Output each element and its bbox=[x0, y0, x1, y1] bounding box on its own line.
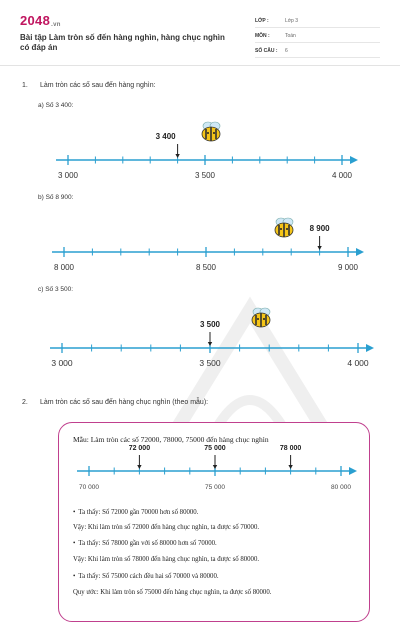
tick-label: 3 500 bbox=[199, 358, 221, 368]
marker-arrowhead bbox=[137, 465, 141, 469]
bee-icon bbox=[275, 218, 293, 237]
meta-row-subject bbox=[255, 29, 380, 43]
tick-label: 9 000 bbox=[337, 263, 359, 272]
meta-value: Toán bbox=[285, 33, 296, 39]
question-text: Làm tròn các số sau đến hàng chục nghìn (theo mẫu): bbox=[40, 399, 209, 406]
tick-label: 4 000 bbox=[347, 358, 369, 368]
bee-icon bbox=[202, 122, 220, 141]
marked-value-label: 8 900 bbox=[309, 224, 330, 233]
logo-text: 2048 bbox=[20, 13, 51, 28]
example-line: • Ta thấy: Số 72000 gần 70000 hơn số 80000. bbox=[73, 509, 198, 516]
tick-label: 75 000 bbox=[205, 484, 225, 491]
tick-label: 3 000 bbox=[51, 358, 73, 368]
example-line: Vậy: Khi làm tròn số 72000 đến hàng chục nghìn, ta được số 70000. bbox=[73, 524, 260, 531]
marker-arrowhead bbox=[175, 154, 179, 158]
marked-value-label: 3 400 bbox=[155, 132, 176, 141]
meta-key: SỐ CÂU : bbox=[255, 48, 278, 54]
part-a-label: a) Số 3 400: bbox=[38, 102, 74, 109]
example-line: • Ta thấy: Số 75000 cách đều hai số 70000 và 80000. bbox=[73, 573, 219, 580]
marker-arrowhead bbox=[288, 465, 292, 469]
meta-key: LỚP : bbox=[255, 18, 269, 24]
tick-label: 70 000 bbox=[79, 484, 99, 491]
part-b-label: b) Số 8 900: bbox=[38, 194, 74, 201]
marked-value-label: 75 000 bbox=[204, 445, 226, 452]
tick-label: 4 000 bbox=[331, 171, 353, 180]
tick-label: 80 000 bbox=[331, 484, 351, 491]
meta-value: 6 bbox=[285, 48, 288, 54]
bee-icon bbox=[252, 308, 270, 327]
marked-value-label: 78 000 bbox=[279, 445, 302, 452]
marker-arrowhead bbox=[213, 465, 217, 469]
example-title: Mẫu: Làm tròn các số 72000, 78000, 75000 đến hàng chục nghìn bbox=[73, 435, 269, 444]
marked-value-label: 3 500 bbox=[199, 320, 221, 329]
example-line: Vậy: Khi làm tròn số 78000 đến hàng chục nghìn, ta được số 80000. bbox=[73, 556, 260, 563]
example-line: Quy ước: Khi làm tròn số 75000 đến hàng chục nghìn, ta được số 80000. bbox=[73, 589, 272, 596]
meta-key: MÔN : bbox=[255, 33, 270, 39]
part-c-label: c) Số 3 500: bbox=[38, 286, 74, 293]
axis-arrowhead bbox=[349, 467, 357, 475]
tick-label: 8 500 bbox=[195, 263, 217, 272]
axis-arrowhead bbox=[350, 156, 358, 164]
question-2 bbox=[22, 399, 382, 409]
number-line-b bbox=[0, 210, 400, 282]
question-number: 2. bbox=[22, 399, 28, 406]
marker-arrowhead bbox=[317, 246, 321, 250]
page-title: Bài tập Làm tròn số đến hàng nghìn, hàng chục nghìn có đáp án bbox=[20, 33, 225, 52]
tick-label: 8 000 bbox=[53, 263, 75, 272]
number-line-a bbox=[0, 118, 400, 188]
marker-arrowhead bbox=[208, 342, 212, 346]
example-box bbox=[58, 422, 370, 622]
logo-suffix: .vn bbox=[51, 22, 61, 28]
number-line-c bbox=[0, 300, 400, 374]
question-text: Làm tròn các số sau đến hàng nghìn: bbox=[40, 82, 156, 89]
example-number-line bbox=[59, 445, 369, 499]
page-header bbox=[0, 0, 400, 66]
tick-label: 3 000 bbox=[57, 171, 79, 180]
tick-label: 3 500 bbox=[194, 171, 216, 180]
example-line: • Ta thấy: Số 78000 gần với số 80000 hơn số 70000. bbox=[73, 540, 217, 547]
marked-value-label: 72 000 bbox=[128, 445, 151, 452]
axis-arrowhead bbox=[366, 344, 374, 352]
site-logo[interactable] bbox=[20, 13, 61, 28]
meta-value: Lớp 3 bbox=[285, 18, 299, 24]
question-number: 1. bbox=[22, 82, 28, 89]
meta-row-class bbox=[255, 14, 380, 28]
meta-row-count bbox=[255, 44, 380, 58]
axis-arrowhead bbox=[356, 248, 364, 256]
question-1 bbox=[22, 82, 382, 92]
